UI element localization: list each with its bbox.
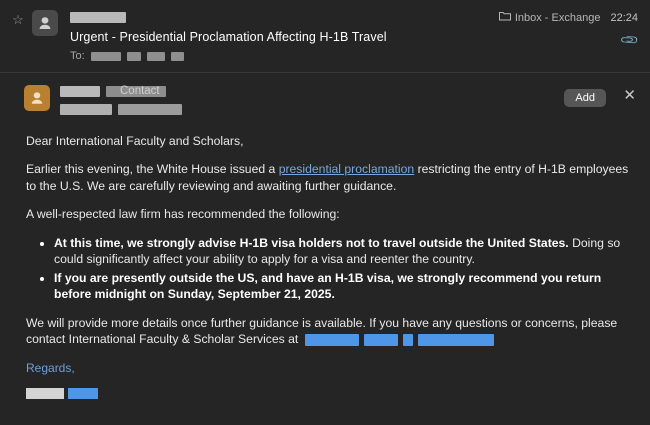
- contact-detail-row: [60, 104, 212, 115]
- redaction-block-3: [403, 334, 413, 346]
- contact-detail-redacted-1: [60, 104, 112, 115]
- paragraph-contact: [26, 315, 636, 348]
- redaction-block-1: [305, 334, 359, 346]
- redaction-block-4: [418, 334, 494, 346]
- paragraph-law-firm: A well-respected law firm has recommended the following:: [26, 207, 340, 222]
- contact-info: [60, 85, 212, 115]
- add-contact-button[interactable]: Add: [564, 89, 606, 107]
- mailbox-label: Inbox - Exchange: [514, 11, 601, 24]
- bullet-1-normal: Doing so could significantly affect your ability to apply for a visa and reenter the country.: [54, 235, 621, 267]
- para1-pre-text: Earlier this evening, the White House issued a: [26, 162, 279, 177]
- sender-avatar: [32, 10, 58, 36]
- advice-list: [26, 235, 636, 303]
- contact-email-redacted: [305, 334, 494, 346]
- signature-redaction-2: [68, 388, 98, 399]
- folder-icon: [499, 11, 511, 24]
- recipient-redacted-2: [127, 52, 141, 61]
- recipient-redacted-4: [171, 52, 184, 61]
- paperclip-icon[interactable]: 📎: [619, 29, 640, 51]
- recipients-row[interactable]: [70, 50, 638, 62]
- para3-text: We will provide more details once further guidance is available. If you have any questions or concerns, please contact International Faculty & Scholar Services at: [26, 315, 618, 347]
- message-subject: Urgent - Presidential Proclamation Affecting H-1B Travel: [70, 30, 387, 44]
- bullet-2-bold: If you are presently outside the US, and have an H-1B visa, we strongly recommend you return before midnight on Sunday, September 21, 2025.: [54, 270, 602, 302]
- list-item: [54, 235, 636, 268]
- bullet-1-bold: At this time, we strongly advise H-1B visa holders not to travel outside the United States.: [54, 235, 569, 250]
- recipient-redacted-3: [147, 52, 165, 61]
- regards-line: Regards,: [26, 360, 75, 375]
- recipient-redacted-1: [91, 52, 121, 61]
- presidential-proclamation-link[interactable]: presidential proclamation: [278, 162, 415, 177]
- message-body: [0, 127, 650, 425]
- list-item: [54, 270, 636, 303]
- contact-suggestion-bar: [0, 73, 650, 127]
- message-time: 22:24: [610, 11, 638, 24]
- contact-avatar: [24, 85, 50, 111]
- greeting-paragraph: Dear International Faculty and Scholars,: [26, 134, 244, 148]
- signature-redaction-1: [26, 388, 64, 399]
- contact-name-row: [60, 85, 212, 97]
- star-icon[interactable]: ☆: [12, 12, 24, 27]
- close-icon[interactable]: ✕: [623, 87, 636, 104]
- redaction-block-2: [364, 334, 398, 346]
- para1-post-text: restricting the entry of H-1B employees to the U.S. We are carefully reviewing and awaiting further guidance.: [26, 162, 629, 193]
- to-label: To:: [70, 50, 85, 62]
- contact-detail-redacted-2: [118, 104, 182, 115]
- signature-redacted-row: [26, 388, 636, 399]
- paragraph-proclamation: [26, 161, 636, 194]
- header-meta: [499, 11, 638, 24]
- message-header: [0, 0, 650, 73]
- contact-name-label: Contact: [120, 85, 160, 97]
- contact-name-redacted-1: [60, 86, 100, 97]
- mailbox-chip[interactable]: [499, 11, 601, 24]
- sender-name-redacted: [70, 12, 126, 23]
